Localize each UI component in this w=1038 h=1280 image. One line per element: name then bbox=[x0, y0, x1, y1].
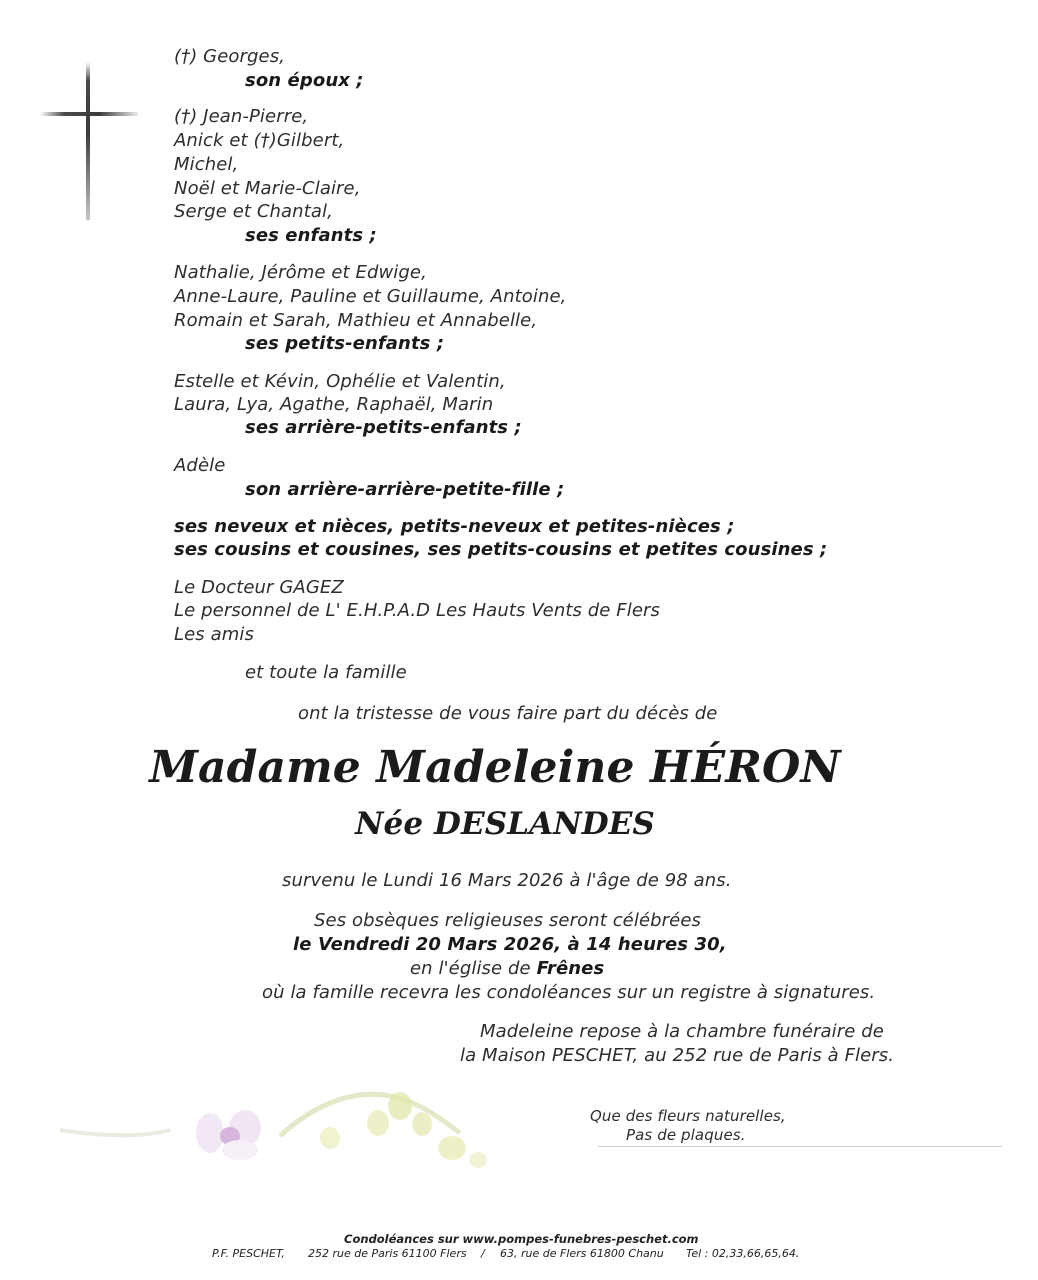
child-line: (†) Jean-Pierre, bbox=[174, 106, 309, 127]
funeral-place: Frênes bbox=[536, 958, 605, 979]
maiden-name: Née DESLANDES bbox=[355, 806, 655, 842]
spouse-relation: son époux ; bbox=[245, 70, 364, 91]
other-mourner-line: Le personnel de L' E.H.P.A.D Les Hauts Vents de Flers bbox=[174, 600, 661, 621]
death-date-line: survenu le Lundi 16 Mars 2026 à l'âge de 98 ans. bbox=[282, 870, 732, 891]
grandchildren-relation: ses petits-enfants ; bbox=[245, 333, 445, 354]
divider bbox=[598, 1146, 1002, 1147]
funeral-line: Ses obsèques religieuses seront célébrées bbox=[314, 910, 701, 931]
other-mourner-line: Les amis bbox=[174, 624, 254, 645]
great-grandchildren-relation: ses arrière-petits-enfants ; bbox=[245, 417, 522, 438]
funeral-datetime: le Vendredi 20 Mars 2026, à 14 heures 30, bbox=[293, 934, 727, 955]
child-line: Michel, bbox=[174, 154, 239, 175]
grandchild-line: Nathalie, Jérôme et Edwige, bbox=[174, 262, 427, 283]
great-great-grandchild-name: Adèle bbox=[174, 455, 226, 476]
other-mourner-line: Le Docteur GAGEZ bbox=[174, 577, 344, 598]
grandchild-line: Anne-Laure, Pauline et Guillaume, Antoine, bbox=[174, 286, 567, 307]
cousins-line: ses cousins et cousines, ses petits-cousins et petites cousines ; bbox=[174, 539, 828, 560]
spouse-name: (†) Georges, bbox=[174, 46, 286, 67]
great-great-grandchild-relation: son arrière-arrière-petite-fille ; bbox=[245, 479, 565, 500]
funeral-place-line bbox=[410, 958, 604, 980]
announcement-line: ont la tristesse de vous faire part du décès de bbox=[298, 703, 718, 724]
condolences-info: où la famille recevra les condoléances sur un registre à signatures. bbox=[262, 982, 876, 1003]
great-grandchild-line: Laura, Lya, Agathe, Raphaël, Marin bbox=[174, 394, 494, 415]
footer-address-1: 252 rue de Paris 61100 Flers bbox=[308, 1247, 467, 1260]
nephews-line: ses neveux et nièces, petits-neveux et petites-nièces ; bbox=[174, 516, 735, 537]
funeral-place-prefix: en l'église de bbox=[410, 958, 537, 979]
footer-phone: Tel : 02,33,66,65,64. bbox=[686, 1247, 800, 1260]
flowers-note-line: Pas de plaques. bbox=[626, 1126, 746, 1144]
flowers-note-line: Que des fleurs naturelles, bbox=[590, 1107, 786, 1125]
footer-address-2: 63, rue de Flers 61800 Chanu bbox=[500, 1247, 664, 1260]
child-line: Anick et (†)Gilbert, bbox=[174, 130, 345, 151]
child-line: Noël et Marie-Claire, bbox=[174, 178, 361, 199]
footer-condolences: Condoléances sur www.pompes-funebres-peschet.com bbox=[344, 1232, 699, 1246]
grandchild-line: Romain et Sarah, Mathieu et Annabelle, bbox=[174, 310, 538, 331]
orchid-decoration bbox=[60, 1078, 500, 1178]
great-grandchild-line: Estelle et Kévin, Ophélie et Valentin, bbox=[174, 371, 506, 392]
deceased-name: Madame Madeleine HÉRON bbox=[149, 742, 841, 793]
footer-company: P.F. PESCHET, bbox=[212, 1247, 285, 1260]
rest-place-line: Madeleine repose à la chambre funéraire de bbox=[480, 1021, 884, 1042]
cross-icon bbox=[40, 62, 140, 222]
footer-separator: / bbox=[481, 1247, 485, 1260]
whole-family-line: et toute la famille bbox=[245, 662, 407, 683]
child-line: Serge et Chantal, bbox=[174, 201, 333, 222]
rest-place-line: la Maison PESCHET, au 252 rue de Paris à Flers. bbox=[460, 1045, 895, 1066]
children-relation: ses enfants ; bbox=[245, 225, 377, 246]
